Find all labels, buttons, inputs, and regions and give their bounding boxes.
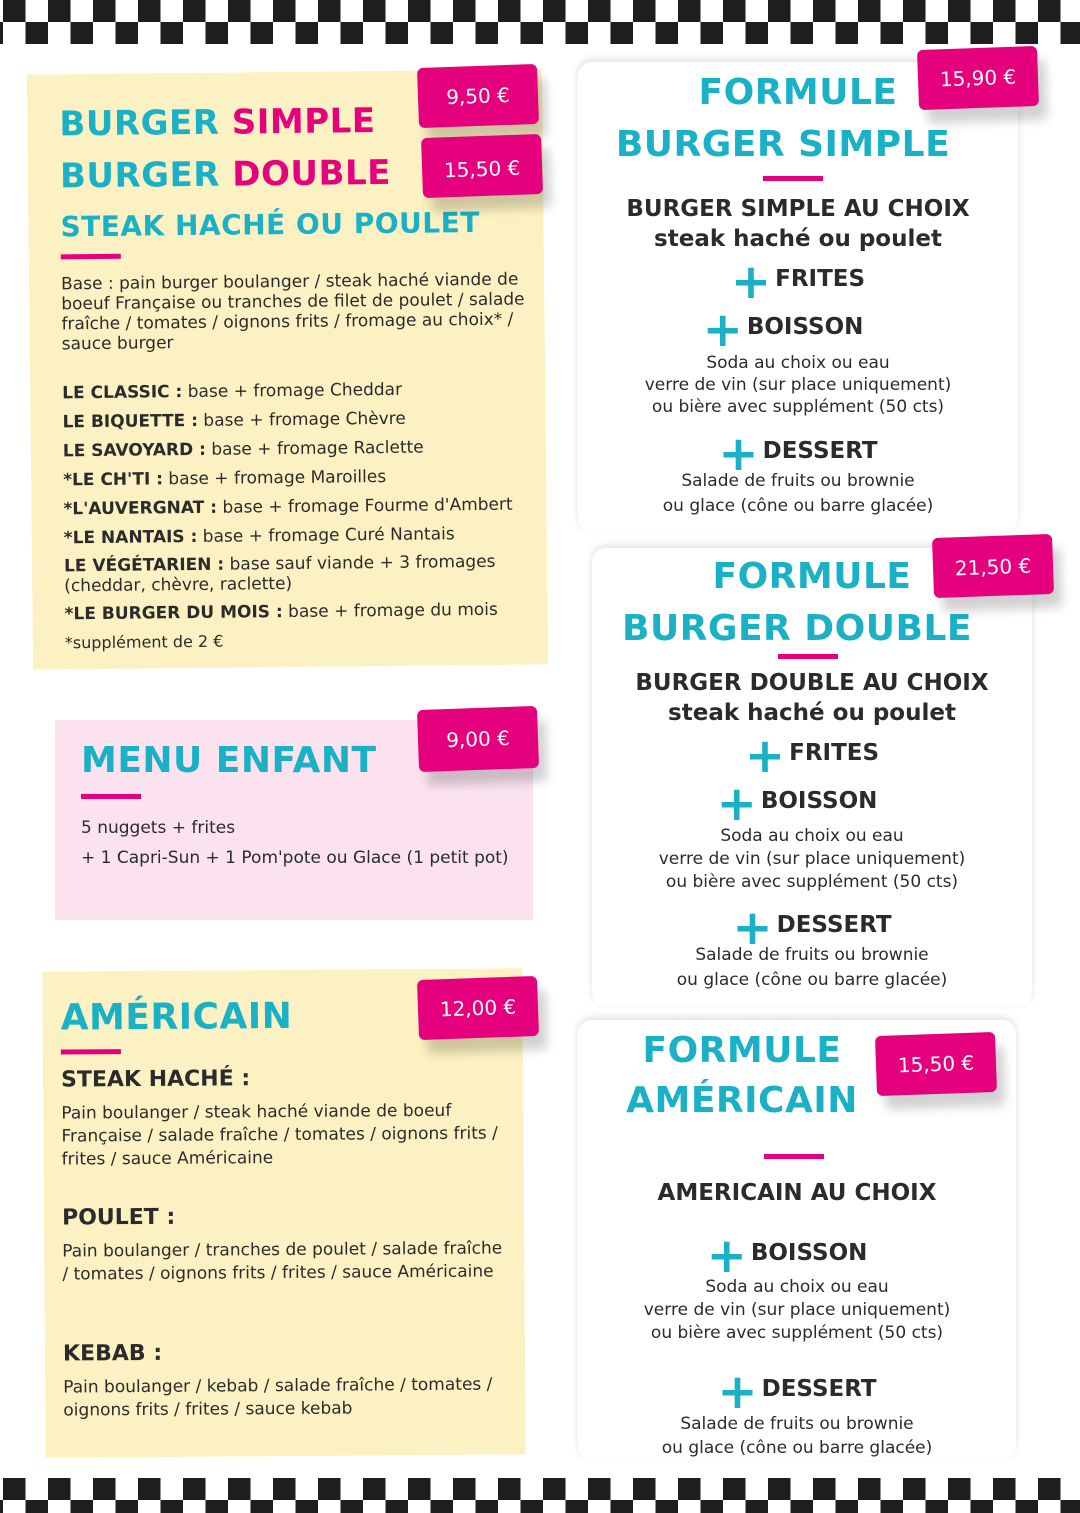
formule-burger-simple-card xyxy=(578,62,1018,532)
dessert-desc: ou glace (cône ou barre glacée) xyxy=(676,970,948,990)
price-badge: 15,90 € xyxy=(917,46,1039,110)
dessert-label: DESSERT xyxy=(762,438,878,464)
americain-card xyxy=(42,968,525,1457)
boisson-desc: Soda au choix ou eau xyxy=(706,353,890,373)
price-badge: 9,00 € xyxy=(417,706,539,772)
boisson-desc: verre de vin (sur place uniquement) xyxy=(658,849,966,869)
plus-icon: + xyxy=(716,775,757,832)
dessert-desc: ou glace (cône ou barre glacée) xyxy=(662,496,934,516)
price-badge: 15,50 € xyxy=(875,1032,997,1096)
supplement-note: *supplément de 2 € xyxy=(64,631,224,653)
price-badge: 9,50 € xyxy=(417,64,539,128)
price-badge: 15,50 € xyxy=(421,134,543,198)
plus-icon: + xyxy=(732,899,773,956)
divider xyxy=(778,654,838,659)
plus-icon: + xyxy=(717,1363,758,1420)
choice-line: BURGER SIMPLE AU CHOIX xyxy=(626,196,970,222)
boisson-desc: ou bière avec supplément (50 cts) xyxy=(650,1323,944,1343)
americain-section: POULET : Pain boulanger / tranches de poulet / salade fraîche / tomates / oignons frits / frites / sauce Américaine xyxy=(61,1204,503,1285)
choice-line: BURGER DOUBLE AU CHOIX xyxy=(635,670,989,696)
burger-item: LE BIQUETTE : base + fromage Chèvre xyxy=(62,408,406,433)
divider xyxy=(763,176,823,181)
americain-title: AMÉRICAIN xyxy=(60,995,293,1039)
menu-enfant-line: + 1 Capri-Sun + 1 Pom'pote ou Glace (1 petit pot) xyxy=(81,848,509,868)
formule-title: FORMULE xyxy=(698,72,898,113)
dessert-desc: ou glace (cône ou barre glacée) xyxy=(661,1438,933,1458)
formule-title: FORMULE xyxy=(712,556,912,597)
plus-icon: + xyxy=(706,1227,747,1284)
dessert-desc: Salade de fruits ou brownie xyxy=(695,945,929,965)
boisson-desc: verre de vin (sur place uniquement) xyxy=(643,1300,951,1320)
boisson-desc: ou bière avec supplément (50 cts) xyxy=(665,872,959,892)
burger-item: *L'AUVERGNAT : base + fromage Fourme d'Ambert xyxy=(63,494,513,520)
formule-subtitle: BURGER SIMPLE xyxy=(615,124,951,165)
plus-icon: + xyxy=(702,301,743,358)
burger-base: Base : pain burger boulanger / steak haché viande de boeuf Française ou tranches de filet de poulet / salade fraîche / tomates / oignons frits / fromage au choix* / sauce burger xyxy=(60,269,525,355)
frites-label: FRITES xyxy=(775,266,866,292)
boisson-label: BOISSON xyxy=(760,788,878,814)
plus-icon: + xyxy=(744,727,786,784)
americain-section: STEAK HACHÉ : Pain boulanger / steak haché viande de boeuf Française / salade fraîche / tomates / oignons frits / frites / sauce Américaine xyxy=(60,1066,498,1170)
choice-line: steak haché ou poulet xyxy=(668,700,956,726)
americain-section: KEBAB : Pain boulanger / kebab / salade fraîche / tomates / oignons frits / frites / sauce kebab xyxy=(62,1340,493,1421)
boisson-desc: Soda au choix ou eau xyxy=(705,1277,889,1297)
burger-item: *LE CH'TI : base + fromage Maroilles xyxy=(63,466,387,491)
burger-title-simple: SIMPLE xyxy=(231,101,376,143)
choice-line: steak haché ou poulet xyxy=(654,226,942,252)
formule-subtitle: AMÉRICAIN xyxy=(626,1080,858,1121)
burger-title-b: BURGER xyxy=(59,154,233,197)
price-badge: 12,00 € xyxy=(417,976,539,1040)
burger-subtitle: STEAK HACHÉ OU POULET xyxy=(60,205,481,244)
frites-label: FRITES xyxy=(789,740,880,766)
divider xyxy=(81,794,141,799)
plus-icon: + xyxy=(718,425,759,482)
checkered-border-bottom xyxy=(0,1478,1080,1513)
formule-burger-double-card xyxy=(592,548,1032,1006)
price-badge: 21,50 € xyxy=(932,534,1054,598)
dessert-label: DESSERT xyxy=(761,1376,877,1402)
dessert-desc: Salade de fruits ou brownie xyxy=(681,471,915,491)
menu-enfant-line: 5 nuggets + frites xyxy=(81,818,236,838)
burger-title-double: DOUBLE xyxy=(232,152,392,195)
divider xyxy=(61,1049,121,1054)
boisson-desc: verre de vin (sur place uniquement) xyxy=(644,375,952,395)
burger-item: LE VÉGÉTARIEN : base sauf viande + 3 fromages (cheddar, chèvre, raclette) xyxy=(63,551,496,597)
boisson-desc: ou bière avec supplément (50 cts) xyxy=(651,397,945,417)
burger-item: LE SAVOYARD : base + fromage Raclette xyxy=(62,437,424,462)
checkered-border-top xyxy=(0,0,1080,44)
plus-icon: + xyxy=(730,253,772,310)
divider xyxy=(764,1154,824,1159)
dessert-desc: Salade de fruits ou brownie xyxy=(680,1414,914,1434)
burger-item: LE CLASSIC : base + fromage Cheddar xyxy=(62,379,403,404)
boisson-label: BOISSON xyxy=(746,314,864,340)
formule-title: FORMULE xyxy=(642,1030,842,1071)
burger-item: *LE NANTAIS : base + fromage Curé Nantais xyxy=(63,524,455,549)
dessert-label: DESSERT xyxy=(776,912,892,938)
burger-list xyxy=(62,377,545,661)
boisson-label: BOISSON xyxy=(750,1240,868,1266)
divider xyxy=(61,254,121,260)
choice-line: AMERICAIN AU CHOIX xyxy=(657,1180,937,1206)
boisson-desc: Soda au choix ou eau xyxy=(720,826,904,846)
burger-item: *LE BURGER DU MOIS : base + fromage du mois xyxy=(64,599,498,625)
formule-subtitle: BURGER DOUBLE xyxy=(622,608,972,649)
menu-enfant-title: MENU ENFANT xyxy=(81,740,377,781)
burger-title-a: BURGER xyxy=(59,102,232,145)
